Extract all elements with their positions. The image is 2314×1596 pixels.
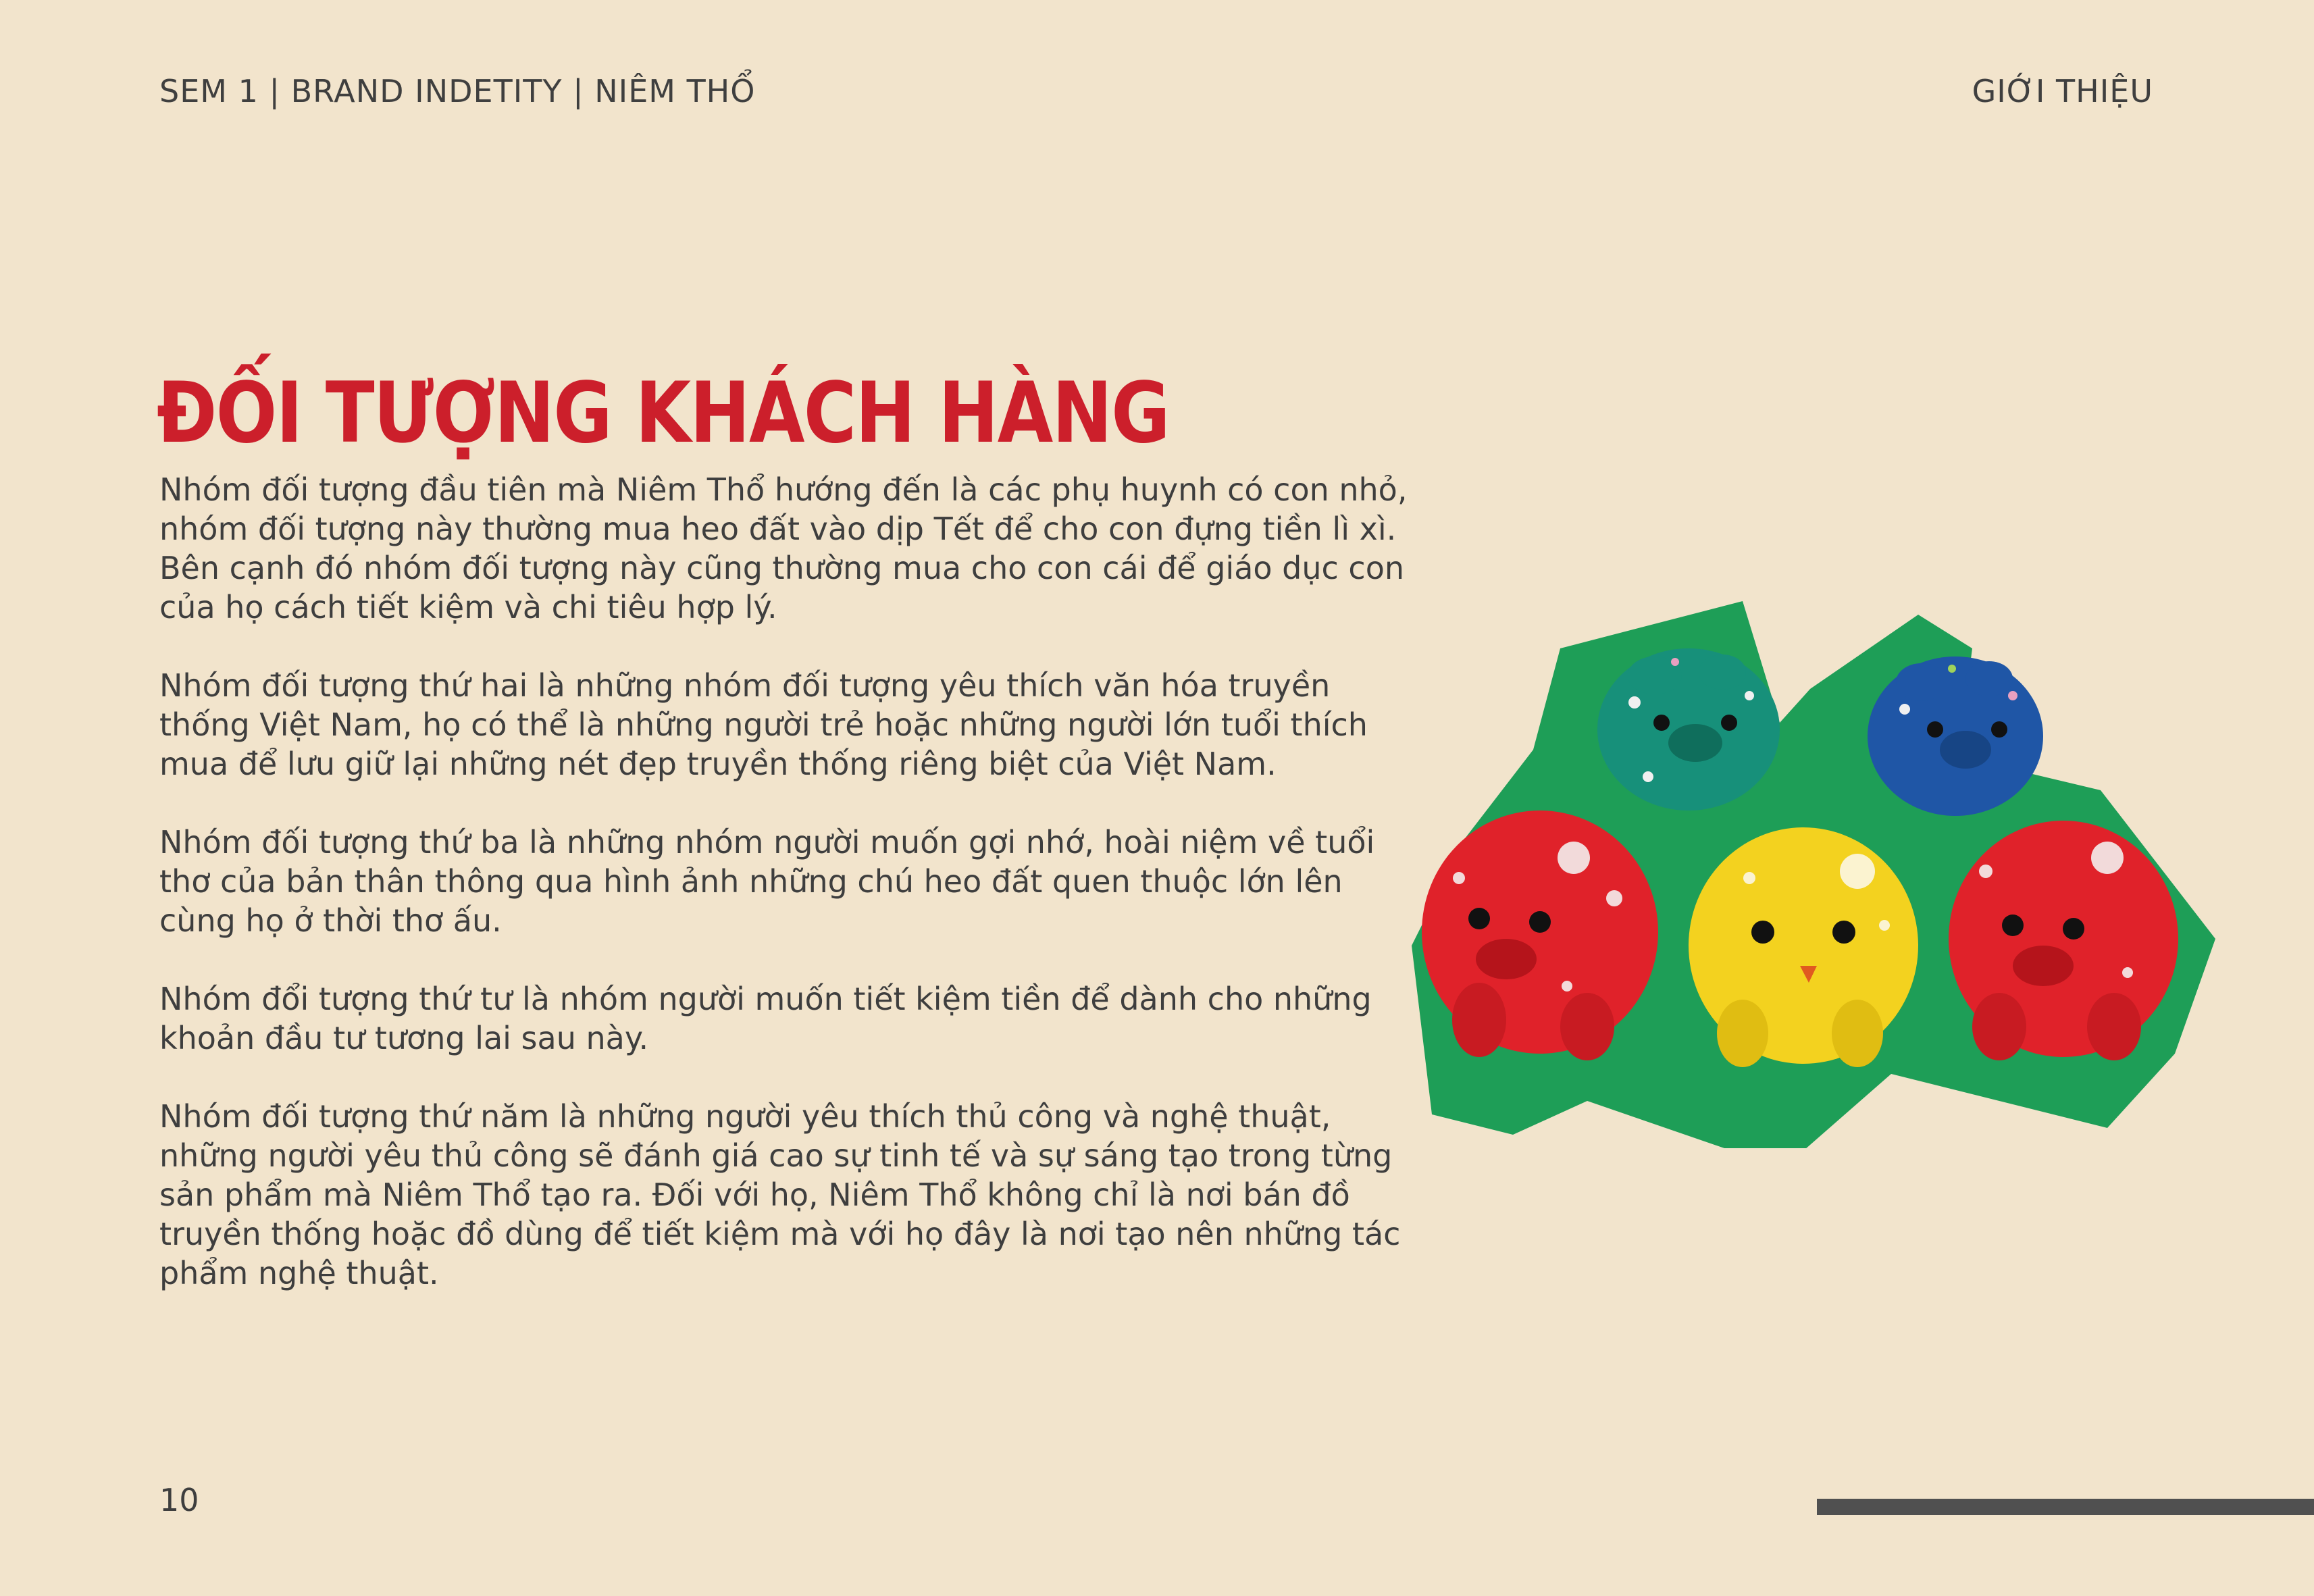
- paragraph-1: Nhóm đối tượng đầu tiên mà Niêm Thổ hướng đến là các phụ huynh có con nhỏ, nhóm đối tượng này thường mua heo đất vào dịp Tết để cho con đựng tiền lì xì. Bên cạnh đó nhóm đối tượng này cũng thường mua cho con cái để giáo dục con của họ cách tiết kiệm và chi tiêu hợp lý.: [159, 471, 1408, 625]
- piggy-banks-illustration: [1391, 588, 2222, 1148]
- paragraph-3: Nhóm đối tượng thứ ba là những nhóm người muốn gợi nhớ, hoài niệm về tuổi thơ của bản thân thông qua hình ảnh những chú heo đất quen thuộc lớn lên cùng họ ở thời thơ ấu.: [159, 824, 1375, 939]
- page-number: 10: [159, 1482, 199, 1518]
- teal-pig: [1597, 648, 1780, 810]
- paragraph-4: Nhóm đổi tượng thứ tư là nhóm người muốn tiết kiệm tiền để dành cho những khoản đầu tư tương lai sau này.: [159, 981, 1372, 1056]
- footer-bar: [1817, 1499, 2314, 1515]
- clay-piggy-banks-image: [1391, 588, 2222, 1148]
- paragraph-5: Nhóm đối tượng thứ năm là những người yêu thích thủ công và nghệ thuật, những người yêu thủ công sẽ đánh giá cao sự tinh tế và sự sáng tạo trong từng sản phẩm mà Niêm Thổ tạo ra. Đối với họ, Niêm Thổ không chỉ là nơi bán đồ truyền thống hoặc đồ dùng để tiết kiệm mà với họ đây là nơi tạo nên những tác phẩm nghệ thuật.: [159, 1098, 1401, 1291]
- header-section-label: GIỚI THIỆU: [1972, 73, 2153, 109]
- paragraph-2: Nhóm đối tượng thứ hai là những nhóm đối tượng yêu thích văn hóa truyền thống Việt Nam, họ có thể là những người trẻ hoặc những người lớn tuổi thích mua để lưu giữ lại những nét đẹp truyền thống riêng biệt của Việt Nam.: [159, 667, 1368, 782]
- body-text: [159, 470, 1409, 1332]
- blue-pig: [1868, 657, 2043, 816]
- header-brand-breadcrumb: SEM 1 | BRAND INDETITY | NIÊM THỔ: [159, 73, 756, 109]
- page-title: ĐỐI TƯỢNG KHÁCH HÀNG: [157, 365, 1169, 462]
